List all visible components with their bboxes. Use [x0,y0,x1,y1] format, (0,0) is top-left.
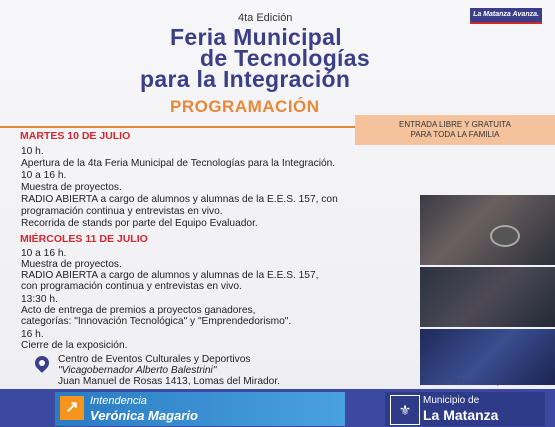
arrow-icon: ↗ [60,396,84,420]
robot-photo [420,195,555,265]
day-2-line: Acto de entrega de premios a proyectos ganadores, [21,305,256,316]
students-photo [420,267,555,327]
day-1-line: Apertura de la 4ta Feria Municipal de Tecnologías para la Integración. [21,158,336,169]
title-line-2: de Tecnologías [200,45,370,71]
day-1-label: MARTES 10 DE JULIO [20,130,131,142]
day-2-line: categorías: "Innovación Tecnológica" y "Emprendedorismo". [21,316,292,327]
day-2-line: con programación continua y entrevistas en vivo. [21,281,242,292]
social-handle: @EducacionCyT [452,379,505,386]
orange-divider [0,126,360,128]
robot-image [490,225,520,247]
day-1-line: Muestra de proyectos. [21,182,122,193]
la-matanza-avanza-logo [470,8,542,24]
day-2-line: Muestra de proyectos. [21,259,122,270]
footer-left-line-1: Intendencia [90,395,147,407]
day-2-line: 10 a 16 h. [21,248,67,259]
banner-line-1: ENTRADA LIBRE Y GRATUITA [399,120,511,129]
day-2-line: 13:30 h. [21,294,58,305]
location-pin-icon [32,353,52,373]
day-1-line: Recorrida de stands por parte del Equipo Evaluador. [21,218,258,229]
day-1-line: RADIO ABIERTA a cargo de alumnos y alumnas de la E.E.S. 157, con [21,194,338,205]
footer-right-line-1: Municipio de [423,395,480,406]
day-2-label: MIÉRCOLES 11 DE JULIO [20,233,148,245]
footer-left-line-2: Verónica Magario [90,408,198,423]
day-2-line: Cierre de la exposición. [21,340,128,351]
programacion-heading: PROGRAMACIÓN [170,97,320,116]
location-line-3: Juan Manuel de Rosas 1413, Lomas del Mirador. [58,376,280,387]
day-1-line: 10 h. [21,146,44,157]
day-2-line: 16 h. [21,329,44,340]
free-entry-banner [355,115,555,145]
coat-of-arms-icon: ⚜ [390,395,420,425]
footer-right-line-2: La Matanza [423,407,499,423]
photo-collage [420,195,555,385]
top-logo-text: La Matanza Avanza. [473,11,539,18]
workshop-photo [420,329,555,385]
day-2-line: RADIO ABIERTA a cargo de alumnos y alumnas de la E.E.S. 157, [21,270,319,281]
title-line-1: Feria Municipal [170,24,342,50]
day-1-line: programación continua y entrevistas en vivo. [21,206,223,217]
edition-label: 4ta Edición [238,12,293,24]
day-1-line: 10 a 16 h. [21,170,67,181]
banner-line-2: PARA TODA LA FAMILIA [410,130,500,139]
location-line-1: Centro de Eventos Culturales y Deportivos [58,354,251,365]
location-line-2: "Vicagobernador Alberto Balestrini" [58,365,217,376]
title-line-3: para la Integración [140,66,351,92]
